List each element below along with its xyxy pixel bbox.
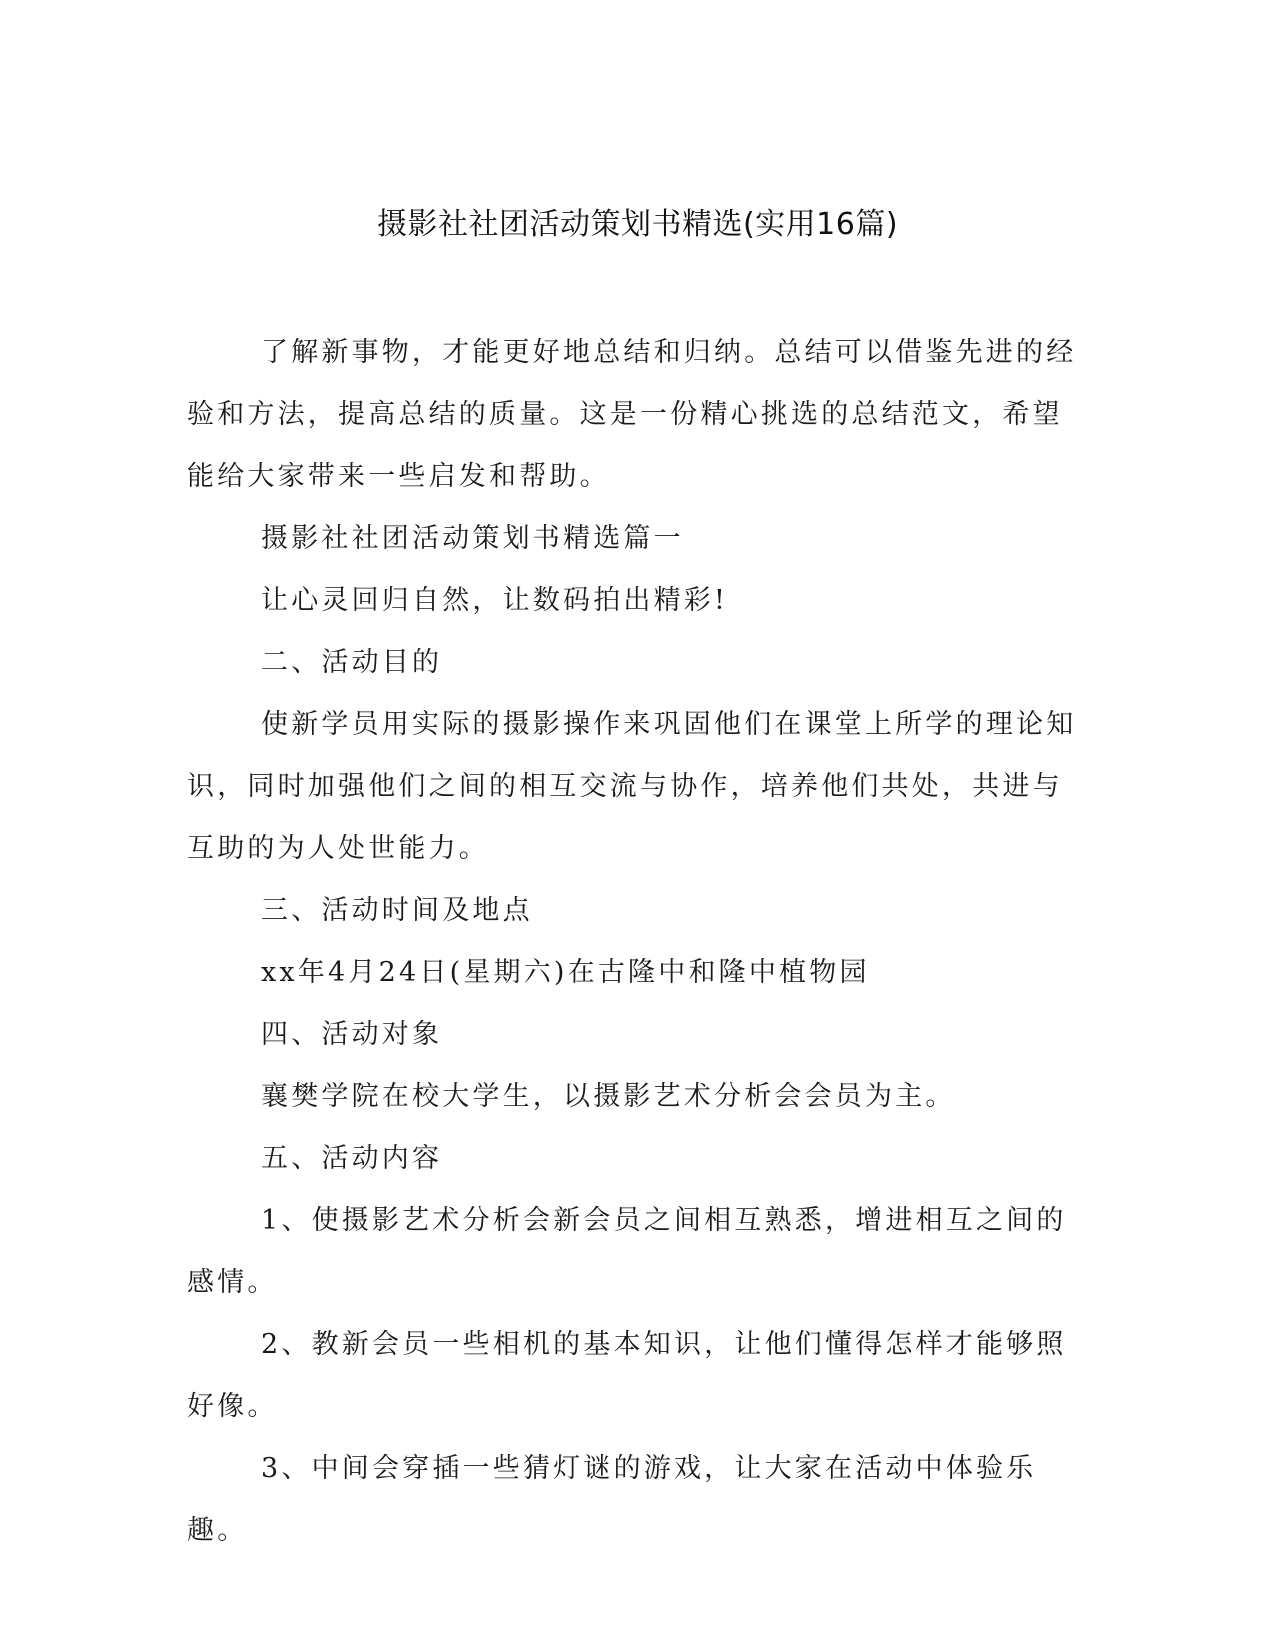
purpose-paragraph: 使新学员用实际的摄影操作来巩固他们在课堂上所学的理论知识，同时加强他们之间的相互交流与协作，培养他们共处，共进与互助的为人处世能力。 xyxy=(187,709,1077,864)
heading-content: 五、活动内容 xyxy=(261,1143,443,1174)
content-item-1: 1、使摄影艺术分析会新会员之间相互熟悉，增进相互之间的感情。 xyxy=(187,1205,1067,1298)
intro-paragraph: 了解新事物，才能更好地总结和归纳。总结可以借鉴先进的经验和方法，提高总结的质量。这是一份精心挑选的总结范文，希望能给大家带来一些启发和帮助。 xyxy=(187,337,1077,492)
section-title: 摄影社社团活动策划书精选篇一 xyxy=(261,523,684,554)
audience-paragraph: 襄樊学院在校大学生，以摄影艺术分析会会员为主。 xyxy=(261,1081,956,1112)
heading-time-place: 三、活动时间及地点 xyxy=(261,895,533,926)
time-place-paragraph: xx年4月24日(星期六)在古隆中和隆中植物园 xyxy=(261,957,870,988)
heading-audience: 四、活动对象 xyxy=(261,1019,443,1050)
content-item-3: 3、中间会穿插一些猜灯谜的游戏，让大家在活动中体验乐趣。 xyxy=(187,1453,1037,1546)
page-title: 摄影社社团活动策划书精选(实用16篇) xyxy=(376,207,899,242)
content-item-2: 2、教新会员一些相机的基本知识，让他们懂得怎样才能够照好像。 xyxy=(187,1329,1067,1422)
document-body xyxy=(187,322,1087,1562)
heading-purpose: 二、活动目的 xyxy=(261,647,443,678)
slogan: 让心灵回归自然，让数码拍出精彩! xyxy=(261,585,729,616)
